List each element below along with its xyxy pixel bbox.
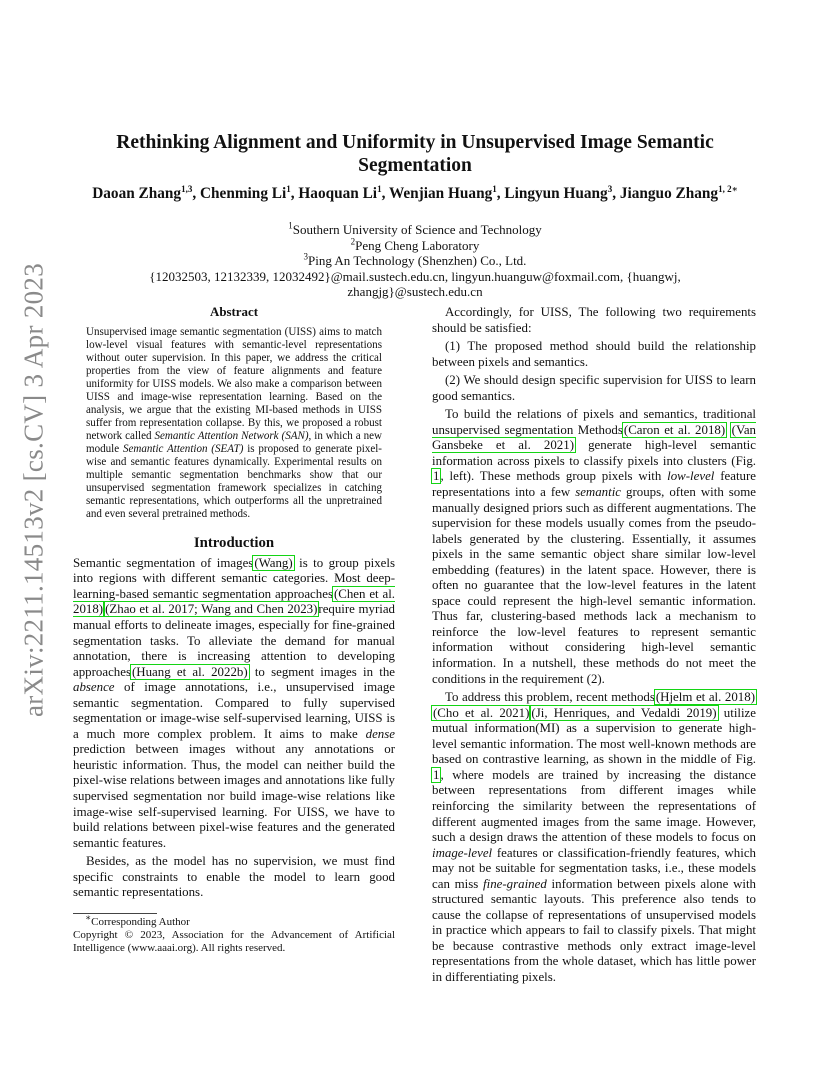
paragraph: Semantic segmentation of images(Wang) is to group pixels into regions with different semantic categories. Most deep-learning-based semantic segmentation approaches(Chen et al. 2018) (Zhao et al. 2017; Wang and Chen 2023)require myriad manual efforts to delineate images, especially for fine-grained segmentation tasks. To alleviate the demand for manual annotation, there is increasing attention to developing approaches(Huang et al. 2022b) to segment images in the absence of image annotations, i.e., unsupervised image semantic segmentation. Compared to fully supervised segmentation or image-wise self-supervised learning, UISS is a much more complex problem. It aims to make dense prediction between images without any annotations or heuristic information. Thus, the model can neither build the pixel-wise relations between images and annotations like fully supervised segmentation nor build image-wise relations like image-wise self-supervised learning. For UISS, we have to build relations between pixel-wise features and the generated semantic features.	[73, 555, 396, 850]
citation-link[interactable]: (Huang et al. 2022b)	[131, 664, 248, 679]
citation-link[interactable]: (Hjelm et al. 2018)	[655, 690, 755, 705]
author: Wenjian Huang$^1$,	[388, 183, 505, 202]
citation-link[interactable]: (Zhao et al. 2017; Wang and Chen 2023)	[105, 602, 318, 617]
citation-link[interactable]: (Van Gansbeke et al. 2021)	[432, 422, 756, 453]
paragraph: (2) We should design specific supervision for UISS to learn good semantics.	[432, 373, 756, 403]
paragraph: Accordingly, for UISS, The following two requirements should be satisfied:	[432, 305, 756, 335]
paragraph: To build the relations of pixels and semantics, traditional unsupervised segmentation Methods(Caron et al. 2018) (Van Gansbeke et al. 2021) generate high-level semantic information across pixels to classify pixels into clusters (Fig. 1, left). These methods group pixels with low-level feature representations into a few semantic groups, often with some manually designed priors such as different augmentations. The supervision for these models usually comes from the pseudo-labels generated by the clustering. Essentially, it assumes pixels in the same semantic object share similar low-level embedding (features) in the latent space. However, there is often no guarantee that the low-level features in the latent space could represent the high-level semantic information. Thus far, clustering-based methods lack a mechanism to reinforce the low-level features to represent semantic information without considering high-level semantic information. In a nutshell, these methods do not meet the conditions in the requirement (2).	[432, 407, 756, 686]
abstract-heading: Abstract	[210, 305, 258, 319]
affiliation: $^3$Ping An Technology (Shenzhen) Co., Ltd.	[303, 251, 527, 268]
author-emails: {12032503, 12132339, 12032492}@mail.sustech.edu.cn, lingyun.huanguw@foxmail.com, {huangwj, zhangjg}@sustech.edu.cn	[149, 268, 681, 299]
citation-link[interactable]: (Chen et al. 2018)	[73, 586, 396, 617]
abstract-body: Unsupervised image semantic segmentation (UISS) aims to match low-level visual features with semantic-level representations without outer supervision. In this paper, we address the critical properties from the view of feature alignments and feature uniformity for UISS models. We also make a comparison between UISS and image-wise representation learning. Based on the analysis, we argue that the existing MI-based methods in UISS suffer from representation collapse. By this, we proposed a robust network called Semantic Attention Network (SAN), in which a new module Semantic Attention (SEAT) is proposed to generate pixel-wise and semantic features dynamically. Experimental results on multiple semantic segmentation benchmarks show that our unsupervised segmentation framework specializes in catching semantic representations, which outperforms all the unpretrained and even several pretrained methods.	[86, 325, 382, 521]
figure-link[interactable]: 1	[433, 767, 440, 782]
author-list	[90, 183, 740, 204]
paragraph: To address this problem, recent methods(Hjelm et al. 2018)(Cho et al. 2021) (Ji, Henriques, and Vedaldi 2019) utilize mutual information(MI) as a supervision to generate high-level semantic information. The most well-known methods are based on contrastive learning, as shown in the middle of Fig. 1, where models are trained by increasing the distance between representations from different images while reinforcing the similarity between the representations of different augmented images from the same image. However, such a design draws the attention of these models to focus on image-level features or classification-friendly features, which may not be suitable for segmentation tasks, i.e., these models can miss fine-grained information between pixels alone with structured semantic layouts. This preference also tends to cause the collapse of representations of unsupervised models in practice which appears to fail to classify pixels. That might be because contrastive methods only extract image-level representations from the whole dataset, which has little power in differentiating pixels.	[432, 690, 757, 984]
affiliation: $^1$Southern University of Science and Technology	[288, 220, 542, 237]
left-column	[73, 305, 395, 955]
paragraph: Besides, as the model has no supervision, we must find specific constraints to enable the model to learn good semantic representations.	[73, 854, 395, 900]
author: Chenming Li$^1$,	[199, 183, 299, 202]
footnote	[73, 913, 395, 955]
citation-link[interactable]: (Caron et al. 2018)	[623, 422, 726, 437]
paper-title: Rethinking Alignment and Uniformity in Unsupervised Image Semantic Segmentation	[116, 132, 714, 176]
arxiv-sidebar-stamp	[14, 262, 54, 718]
citation-link[interactable]: (Wang)	[254, 555, 293, 570]
corresponding-author-note: ∗Corresponding Author	[85, 912, 190, 928]
figure-link[interactable]: 1	[433, 469, 440, 484]
right-column	[432, 305, 756, 986]
citation-link[interactable]: (Ji, Henriques, and Vedaldi 2019)	[531, 705, 717, 720]
copyright-notice: Copyright © 2023, Association for the Advancement of Artificial Intelligence (www.aaai.org). All rights reserved.	[73, 928, 395, 954]
affiliation: $^2$Peng Cheng Laboratory	[350, 236, 480, 253]
author: Haoquan Li$^1$,	[298, 183, 389, 202]
author: Jianguo Zhang$^{1, 2∗}$	[619, 183, 738, 202]
citation-link[interactable]: (Cho et al. 2021)	[433, 705, 530, 720]
affiliations	[90, 222, 740, 300]
introduction-heading: Introduction	[193, 535, 275, 552]
arxiv-identifier: arXiv:2211.14513v2 [cs.CV] 3 Apr 2023	[18, 262, 49, 718]
author: Lingyun Huang$^3$,	[504, 183, 620, 202]
author: Daoan Zhang$^{1,3}$,	[92, 183, 200, 202]
paragraph: (1) The proposed method should build the relationship between pixels and semantics.	[432, 339, 756, 369]
